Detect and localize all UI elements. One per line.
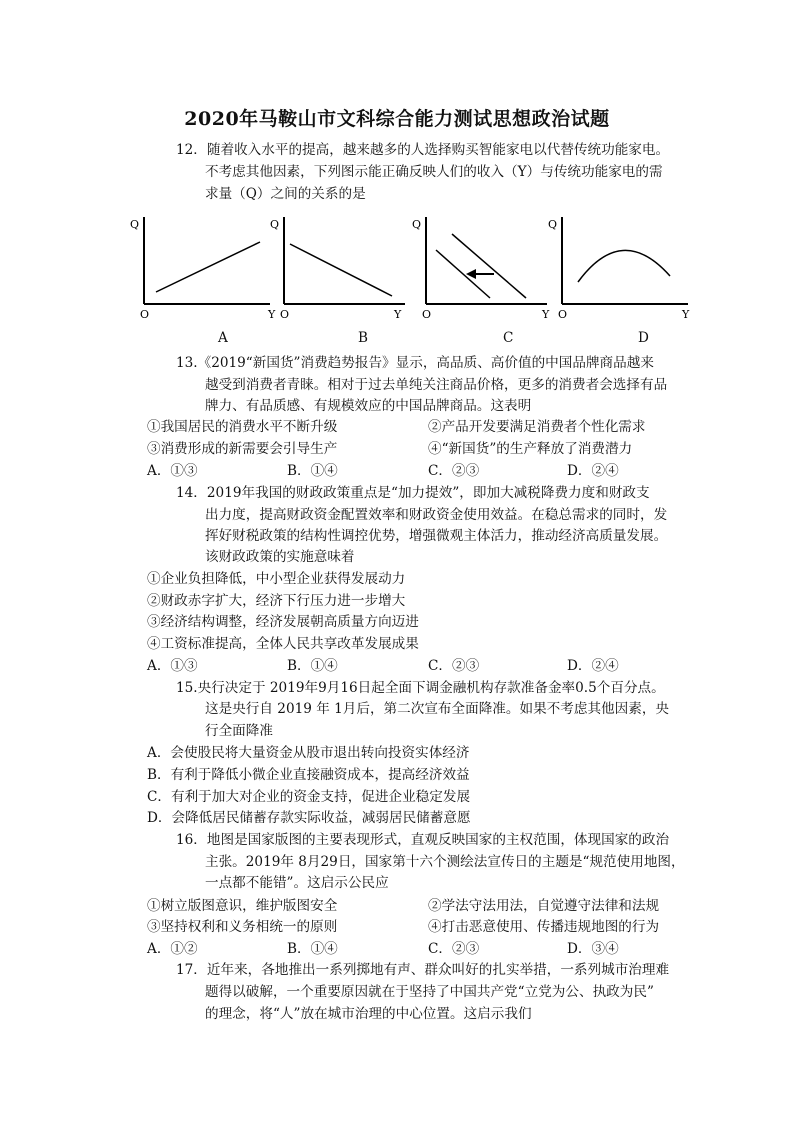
graph-c-curve-2 (452, 234, 526, 298)
q13-option-2: ②产品开发要满足消费者个性化需求 (428, 419, 646, 435)
q14-answer-b: B．①④ (287, 658, 338, 674)
q14-option-1: ①企业负担降低，中小型企业获得发展动力 (147, 571, 406, 587)
q12-line-2: 不考虑其他因素，下列图示能正确反映人们的收入（Y）与传统功能家电的需 (205, 164, 663, 180)
q16-answer-d: D．③④ (567, 941, 619, 957)
graph-a-curve (156, 242, 260, 292)
q13-option-3: ③消费形成的新需要会引导生产 (147, 441, 338, 457)
q16-answer-a: A．①② (147, 941, 198, 957)
q14-line-4: 该财政政策的实施意味着 (205, 549, 355, 565)
graph-c-svg (412, 212, 562, 322)
q14-option-2: ②财政赤字扩大，经济下行压力进一步增大 (147, 593, 406, 609)
graph-c-label: C (503, 330, 514, 346)
graph-c-q-label: Q (412, 218, 422, 231)
q17-line-1: 17．近年来，各地推出一系列掷地有声、群众叫好的扎实举措，一系列城市治理难 (176, 962, 670, 978)
q13-answer-d: D．②④ (567, 463, 619, 479)
graph-b-svg (270, 212, 420, 322)
q14-option-4: ④工资标准提高，全体人民共享改革发展成果 (147, 636, 419, 652)
q16-answer-c: C．②③ (428, 941, 480, 957)
q13-option-1: ①我国居民的消费水平不断升级 (147, 419, 338, 435)
q12-line-3: 求量（Q）之间的关系的是 (205, 186, 366, 202)
q16-line-3: 一点都不能错”。这启示公民应 (205, 875, 389, 891)
q13-answer-a: A．①③ (147, 463, 198, 479)
q14-line-2: 出力度，提高财政资金配置效率和财政资金使用效益。在稳总需求的同时，发 (205, 507, 668, 523)
q13-answer-b: B．①④ (287, 463, 338, 479)
graph-d-svg (548, 212, 698, 322)
graph-b-y-label: Y (394, 308, 402, 321)
graph-a-label: A (218, 330, 228, 346)
graph-b-origin: O (280, 308, 290, 321)
graph-d-curve (578, 250, 670, 282)
graph-c-origin: O (422, 308, 432, 321)
q13-line-2: 越受到消费者青睐。相对于过去单纯关注商品价格，更多的消费者会选择有品 (205, 377, 668, 393)
q14-answer-d: D．②④ (567, 658, 619, 674)
graph-b-curve (290, 244, 392, 296)
graph-a (130, 212, 280, 322)
q15-option-c: C．有利于加大对企业的资金支持，促进企业稳定发展 (147, 789, 471, 805)
q17-line-3: 的理念，将“人”放在城市治理的中心位置。这启示我们 (205, 1006, 532, 1022)
q15-line-2: 这是央行自 2019 年 1月后，第二次宣布全面降准。如果不考虑其他因素，央 (205, 701, 670, 717)
q14-answer-c: C．②③ (428, 658, 480, 674)
q14-answer-a: A．①③ (147, 658, 198, 674)
q17-line-2: 题得以破解，一个重要原因就在于坚持了中国共产党“立党为公、执政为民” (205, 984, 654, 1000)
graph-a-origin: O (140, 308, 150, 321)
q14-line-3: 挥好财税政策的结构性调控优势，增强微观主体活力，推动经济高质量发展。 (205, 528, 668, 544)
graph-d (548, 212, 698, 322)
graph-c (412, 212, 562, 322)
q16-line-1: 16．地图是国家版图的主要表现形式，直观反映国家的主权范围，体现国家的政治 (176, 832, 670, 848)
q16-line-2: 主张。2019年 8月29日，国家第十六个测绘法宣传日的主题是“规范使用地图， (205, 854, 685, 870)
q16-option-1: ①树立版图意识，维护版图安全 (147, 898, 338, 914)
q16-option-2: ②学法守法用法，自觉遵守法律和法规 (428, 898, 660, 914)
graph-d-q-label: Q (548, 218, 558, 231)
q13-line-1: 13.《2019“新国货”消费趋势报告》显示，高品质、高价值的中国品牌商品越来 (176, 355, 654, 371)
q14-option-3: ③经济结构调整，经济发展朝高质量方向迈进 (147, 614, 419, 630)
q15-line-3: 行全面降准 (205, 723, 273, 739)
q16-option-4: ④打击恶意使用、传播违规地图的行为 (428, 919, 660, 935)
graph-d-y-label: Y (682, 308, 690, 321)
graph-d-origin: O (558, 308, 568, 321)
graph-d-label: D (638, 330, 649, 346)
q13-option-4: ④“新国货”的生产释放了消费潜力 (428, 441, 633, 457)
graph-a-y-label: Y (268, 308, 276, 321)
q13-line-3: 牌力、有品质感、有规模效应的中国品牌商品。这表明 (205, 398, 532, 414)
q16-option-3: ③坚持权利和义务相统一的原则 (147, 919, 338, 935)
page-title: 2020年马鞍山市文科综合能力测试思想政治试题 (184, 108, 610, 130)
graph-b-q-label: Q (270, 218, 280, 231)
graph-b-label: B (358, 330, 368, 346)
graph-c-y-label: Y (542, 308, 550, 321)
q15-option-d: D．会降低居民储蓄存款实际收益，减弱居民储蓄意愿 (147, 810, 471, 826)
graph-a-q-label: Q (130, 218, 140, 231)
q12-line-1: 12．随着收入水平的提高，越来越多的人选择购买智能家电以代替传统功能家电。 (176, 142, 670, 158)
q15-option-a: A．会使股民将大量资金从股市退出转向投资实体经济 (147, 745, 470, 761)
q14-line-1: 14．2019年我国的财政政策重点是“加力提效”，即加大减税降费力度和财政支 (176, 485, 650, 501)
q15-option-b: B．有利于降低小微企业直接融资成本，提高经济效益 (147, 767, 470, 783)
q15-line-1: 15.央行决定于 2019年9月16日起全面下调金融机构存款准备金率0.5个百分点。 (176, 680, 665, 696)
q13-answer-c: C．②③ (428, 463, 480, 479)
q16-answer-b: B．①④ (287, 941, 338, 957)
graph-a-svg (130, 212, 280, 322)
graph-b (270, 212, 420, 322)
